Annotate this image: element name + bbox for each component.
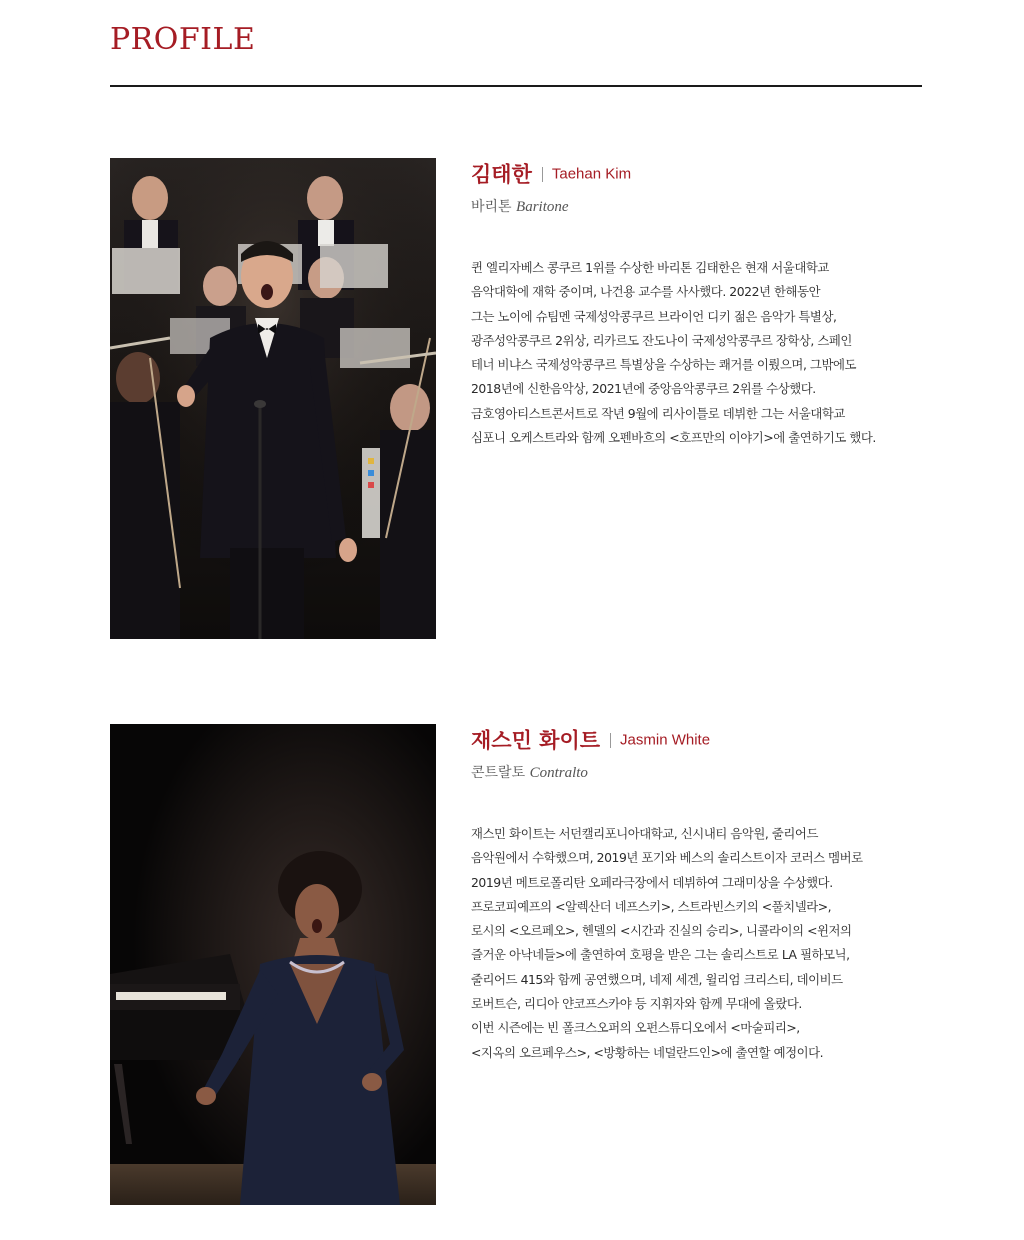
bio-line: 퀸 엘리자베스 콩쿠르 1위를 수상한 바리톤 김태한은 현재 서울대학교 bbox=[471, 260, 829, 275]
artist-name bbox=[471, 726, 931, 754]
bio-line: 심포니 오케스트라와 함께 오펜바흐의 <호프만의 이야기>에 출연하기도 했다. bbox=[471, 430, 876, 446]
artist-name bbox=[471, 160, 931, 188]
bio-line: <지옥의 오르페우스>, <방황하는 네덜란드인>에 출연할 예정이다. bbox=[471, 1044, 824, 1060]
bio-line: 광주성악콩쿠르 2위상, 리카르도 잔도나이 국제성악콩쿠르 장학상, 스페인 bbox=[471, 332, 852, 348]
bio-line: 음악원에서 수학했으며, 2019년 포기와 베스의 솔리스트이자 코러스 멤버로 bbox=[471, 850, 863, 866]
voice-type bbox=[471, 762, 931, 782]
profile-photo-baritone-on-stage bbox=[110, 158, 436, 639]
voice-type bbox=[471, 196, 931, 216]
bio-line: 그는 노이에 슈팀멘 국제성악콩쿠르 브라이언 디키 젊은 음악가 특별상, bbox=[471, 308, 837, 324]
artist-name-korean: 김태한 bbox=[471, 162, 532, 187]
bio-line: 줄리어드 415와 함께 공연했으며, 네제 세겐, 윌리엄 크리스티, 데이비드 bbox=[471, 971, 843, 987]
title-divider bbox=[110, 85, 922, 87]
voice-type-english: Baritone bbox=[516, 199, 569, 215]
bio-line: 로버트슨, 리디아 얀코프스카야 등 지휘자와 함께 무대에 올랐다. bbox=[471, 996, 802, 1012]
artist-name-english: Jasmin White bbox=[620, 731, 711, 749]
voice-type-korean: 바리톤 bbox=[471, 199, 512, 215]
bio-line: 로시의 <오르페오>, 헨델의 <시간과 진실의 승리>, 니콜라이의 <윈저의 bbox=[471, 923, 852, 939]
bio-line: 즐거운 아낙네들>에 출연하여 호평을 받은 그는 솔리스트로 LA 필하모닉, bbox=[471, 947, 850, 963]
artist-bio bbox=[471, 256, 931, 450]
profile-info bbox=[471, 158, 931, 450]
bio-line: 2019년 메트로폴리탄 오페라극장에서 데뷔하여 그래미상을 수상했다. bbox=[471, 874, 833, 890]
name-separator bbox=[610, 733, 611, 748]
profile-photo-contralto-on-stage bbox=[110, 724, 436, 1205]
name-separator bbox=[542, 167, 543, 182]
bio-line: 음악대학에 재학 중이며, 나건용 교수를 사사했다. 2022년 한해동안 bbox=[471, 284, 821, 300]
bio-line: 이번 시즌에는 빈 폴크스오퍼의 오펀스튜디오에서 <마술피리>, bbox=[471, 1020, 800, 1036]
artist-name-english: Taehan Kim bbox=[551, 165, 632, 183]
bio-line: 금호영아티스트콘서트로 작년 9월에 리사이틀로 데뷔한 그는 서울대학교 bbox=[471, 405, 845, 421]
bio-line: 프로코피예프의 <알렉산더 네프스키>, 스트라빈스키의 <풀치넬라>, bbox=[471, 898, 832, 914]
page-title: PROFILE bbox=[110, 22, 256, 57]
bio-line: 테너 비냐스 국제성악콩쿠르 특별상을 수상하는 쾌거를 이뤘으며, 그밖에도 bbox=[471, 357, 857, 373]
bio-line: 재스민 화이트는 서던캘리포니아대학교, 신시내티 음악원, 줄리어드 bbox=[471, 826, 818, 841]
voice-type-korean: 콘트랄토 bbox=[471, 765, 526, 781]
profile-info bbox=[471, 724, 931, 1065]
voice-type-english: Contralto bbox=[529, 765, 588, 781]
artist-bio bbox=[471, 822, 931, 1065]
bio-line: 2018년에 신한음악상, 2021년에 중앙음악콩쿠르 2위를 수상했다. bbox=[471, 381, 816, 397]
artist-name-korean: 재스민 화이트 bbox=[471, 728, 601, 753]
